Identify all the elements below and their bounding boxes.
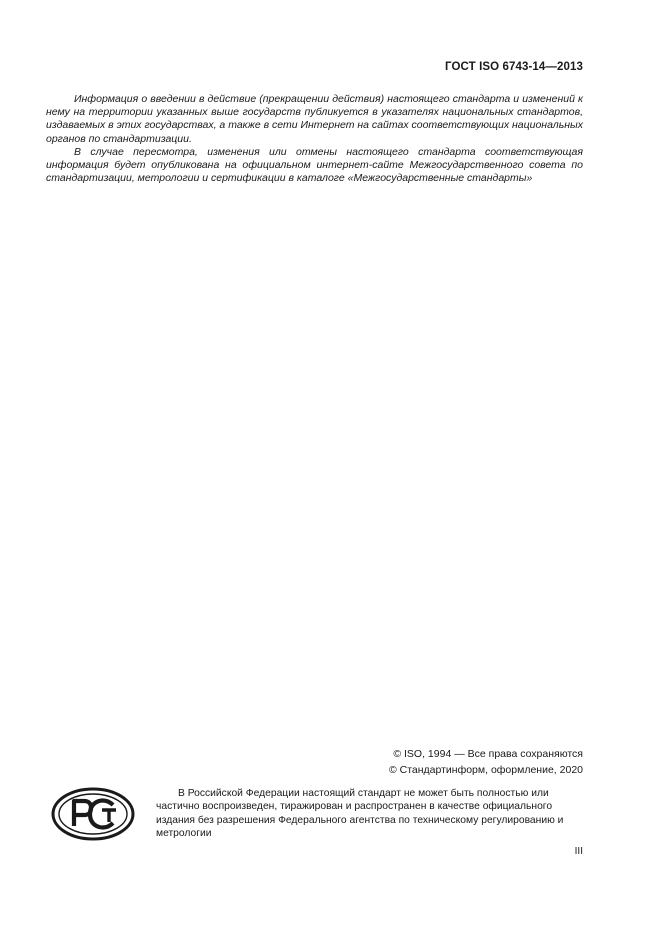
enforcement-notice <box>46 93 583 185</box>
rights-paragraph: В Российской Федерации настоящий стандарт не может быть полностью или частично воспроизведен, тиражирован и распространен в качестве официального издания без разрешения Федерального агентства по техническому регулированию и метрологии <box>156 788 564 840</box>
notice-paragraph-2: В случае пересмотра, изменения или отмены настоящего стандарта соответствующая информация будет опубликована на официальном интернет-сайте Межгосударственного совета по стандартизации, метрологии и сертификации в каталоге «Межгосударственные стандарты» <box>46 145 583 185</box>
standard-designation: ГОСТ ISO 6743-14—2013 <box>445 61 583 73</box>
reproduction-rights-notice <box>156 787 584 841</box>
copyright-block <box>389 746 583 778</box>
page-number: III <box>574 846 583 857</box>
standartinform-copyright-line: © Стандартинформ, оформление, 2020 <box>388 764 583 776</box>
gost-logo-icon <box>50 786 136 842</box>
iso-copyright-line: © ISO, 1994 — Все права сохраняются <box>393 748 583 760</box>
notice-paragraph-1: Информация о введении в действие (прекращении действия) настоящего стандарта и изменений к нему на территории указанных выше государств публикуется в указателях национальных стандартов, издаваемых в этих государствах, а также в сети Интернет на сайтах соответствующих национальных органов по стандартизации. <box>46 93 583 145</box>
